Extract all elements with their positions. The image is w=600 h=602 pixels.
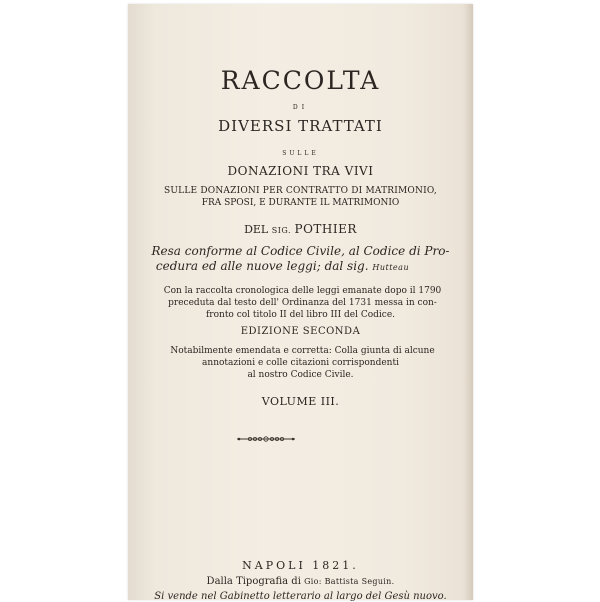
author-line — [128, 222, 473, 236]
printer-line — [128, 576, 473, 587]
italic-line-1: Resa conforme al Codice Civile, al Codice di Pro- — [151, 244, 450, 258]
subtitle-matrimonio-line1: SULLE DONAZIONI PER CONTRATTO DI MATRIMONIO, — [164, 186, 437, 196]
editor-name: Hutteau — [372, 263, 410, 272]
notes-line-3: al nostro Codice Civile. — [247, 370, 354, 380]
subtitle-diversi-trattati: DIVERSI TRATTATI — [218, 117, 383, 135]
author-name: POTHIER — [294, 222, 357, 236]
paragraph-line-3: fronto col titolo II del libro III del Codice. — [205, 310, 396, 320]
paragraph-line-2: preceduta dal testo dell' Ordinanza del 1731 messa in con- — [168, 298, 437, 308]
title-connector-sulle: SULLE — [282, 150, 319, 157]
subtitle-donazioni: DONAZIONI TRA VIVI — [227, 164, 374, 178]
italic-line-2 — [110, 259, 455, 273]
printer-name: Gio: Battista Seguin. — [304, 577, 395, 586]
author-sig: SIG. — [271, 226, 292, 235]
subtitle-matrimonio-line2: FRA SPOSI, E DURANTE IL MATRIMONIO — [201, 198, 400, 208]
author-prefix: DEL — [244, 223, 269, 236]
ornament-divider-icon — [236, 435, 296, 443]
title-connector-di: DI — [292, 104, 309, 111]
italic-line-2-text: cedura ed alle nuove leggi; dal sig. — [155, 259, 369, 273]
edition-label: EDIZIONE SECONDA — [240, 326, 361, 337]
place-and-date: NAPOLI 1821. — [242, 559, 359, 572]
volume-label: VOLUME III. — [261, 395, 340, 408]
seller-line: Si vende nel Gabinetto letterario al largo del Gesù nuovo. — [154, 591, 447, 602]
notes-line-2: annotazioni e colle citazioni corrispondenti — [202, 358, 399, 368]
notes-line-1: Notabilmente emendata e corretta: Colla giunta di alcune — [170, 346, 435, 356]
printer-text: Dalla Tipografia di — [206, 576, 301, 587]
title-page — [128, 4, 473, 600]
paragraph-line-1: Con la raccolta cronologica delle leggi emanate dopo il 1790 — [163, 286, 442, 296]
book-title: RACCOLTA — [220, 66, 381, 95]
